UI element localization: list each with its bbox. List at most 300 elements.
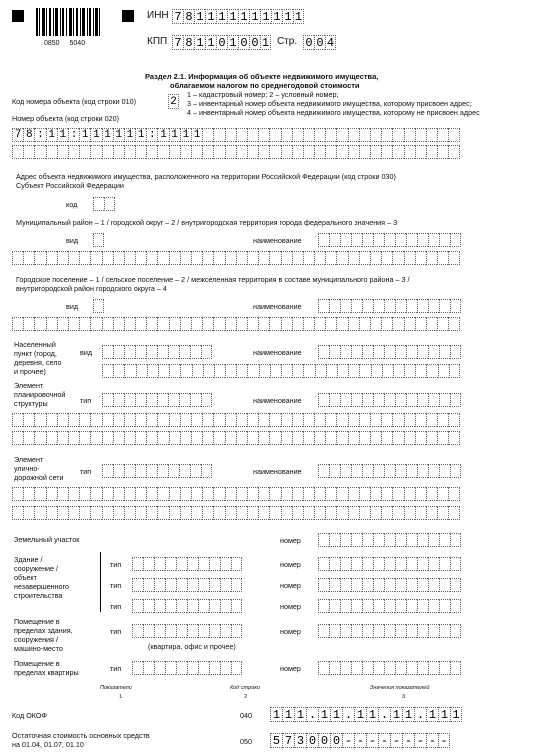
character-cell[interactable] (281, 431, 292, 445)
character-cell[interactable] (393, 364, 404, 378)
character-cell[interactable] (209, 661, 220, 675)
character-cell[interactable] (351, 557, 362, 571)
character-cell[interactable] (124, 393, 135, 407)
character-cell[interactable] (213, 128, 224, 142)
character-cell[interactable] (404, 251, 415, 265)
character-cell[interactable] (220, 624, 231, 638)
character-cell[interactable] (146, 431, 157, 445)
character-cell[interactable] (46, 317, 57, 331)
character-cell[interactable] (23, 317, 34, 331)
character-cell[interactable] (340, 599, 351, 613)
character-cell[interactable] (46, 487, 57, 501)
character-cell[interactable] (406, 599, 417, 613)
character-cell[interactable] (259, 364, 270, 378)
character-cell[interactable] (202, 413, 213, 427)
character-cell[interactable] (359, 487, 370, 501)
character-cell[interactable] (450, 464, 461, 478)
character-cell[interactable] (437, 431, 448, 445)
character-cell[interactable] (415, 364, 426, 378)
character-cell[interactable] (359, 506, 370, 520)
character-cell[interactable] (318, 533, 329, 547)
character-cell[interactable] (404, 431, 415, 445)
character-cell[interactable] (79, 506, 90, 520)
character-cell[interactable] (258, 413, 269, 427)
character-cell[interactable] (395, 557, 406, 571)
character-cell[interactable] (381, 251, 392, 265)
character-cell[interactable] (269, 431, 280, 445)
character-cell[interactable] (34, 506, 45, 520)
character-cell[interactable] (124, 431, 135, 445)
building-kind-field-2[interactable] (132, 578, 242, 592)
character-cell[interactable] (135, 393, 146, 407)
character-cell[interactable] (392, 413, 403, 427)
character-cell[interactable] (190, 464, 201, 478)
character-cell[interactable] (329, 624, 340, 638)
municipal-name-field-row1[interactable] (318, 233, 461, 247)
character-cell[interactable]: 1 (450, 707, 462, 722)
character-cell[interactable] (46, 145, 57, 159)
character-cell[interactable]: 1 (438, 707, 450, 722)
character-cell[interactable]: 8 (23, 128, 34, 142)
character-cell[interactable] (362, 464, 373, 478)
character-cell[interactable] (340, 393, 351, 407)
character-cell[interactable] (258, 431, 269, 445)
character-cell[interactable] (318, 557, 329, 571)
character-cell[interactable] (329, 393, 340, 407)
character-cell[interactable] (348, 317, 359, 331)
character-cell[interactable] (12, 413, 23, 427)
character-cell[interactable] (318, 624, 329, 638)
character-cell[interactable] (340, 557, 351, 571)
character-cell[interactable] (79, 251, 90, 265)
character-cell[interactable]: : (34, 128, 45, 142)
character-cell[interactable] (448, 431, 459, 445)
character-cell[interactable] (124, 345, 135, 359)
character-cell[interactable] (124, 364, 135, 378)
character-cell[interactable]: 1 (271, 9, 282, 24)
character-cell[interactable] (168, 393, 179, 407)
character-cell[interactable] (340, 533, 351, 547)
character-cell[interactable] (34, 317, 45, 331)
character-cell[interactable] (281, 364, 292, 378)
character-cell[interactable] (281, 487, 292, 501)
character-cell[interactable] (209, 557, 220, 571)
residual-value-field[interactable] (270, 733, 450, 748)
character-cell[interactable] (362, 557, 373, 571)
character-cell[interactable] (325, 128, 336, 142)
character-cell[interactable] (146, 506, 157, 520)
character-cell[interactable]: - (414, 733, 426, 748)
character-cell[interactable] (392, 251, 403, 265)
character-cell[interactable] (329, 464, 340, 478)
locality-name-field-row1[interactable] (318, 345, 461, 359)
character-cell[interactable] (303, 251, 314, 265)
character-cell[interactable] (180, 317, 191, 331)
character-cell[interactable] (303, 413, 314, 427)
character-cell[interactable] (113, 393, 124, 407)
character-cell[interactable] (68, 317, 79, 331)
character-cell[interactable] (146, 145, 157, 159)
character-cell[interactable] (370, 506, 381, 520)
character-cell[interactable] (406, 345, 417, 359)
character-cell[interactable] (132, 578, 143, 592)
character-cell[interactable] (113, 345, 124, 359)
character-cell[interactable]: - (402, 733, 414, 748)
building-number-field-3[interactable] (318, 599, 461, 613)
character-cell[interactable] (392, 317, 403, 331)
character-cell[interactable] (157, 487, 168, 501)
character-cell[interactable]: . (378, 707, 390, 722)
character-cell[interactable] (450, 661, 461, 675)
character-cell[interactable] (146, 464, 157, 478)
character-cell[interactable] (176, 578, 187, 592)
character-cell[interactable] (415, 431, 426, 445)
street-kind-field[interactable] (102, 464, 212, 478)
character-cell[interactable] (336, 413, 347, 427)
okof-field[interactable] (270, 707, 462, 722)
character-cell[interactable] (406, 233, 417, 247)
character-cell[interactable] (325, 317, 336, 331)
character-cell[interactable]: 7 (172, 9, 183, 24)
character-cell[interactable] (359, 317, 370, 331)
character-cell[interactable] (381, 145, 392, 159)
character-cell[interactable]: 1 (227, 9, 238, 24)
character-cell[interactable] (428, 233, 439, 247)
character-cell[interactable] (428, 533, 439, 547)
character-cell[interactable] (281, 251, 292, 265)
character-cell[interactable] (157, 251, 168, 265)
character-cell[interactable] (351, 345, 362, 359)
character-cell[interactable] (392, 487, 403, 501)
character-cell[interactable]: 7 (12, 128, 23, 142)
character-cell[interactable] (146, 345, 157, 359)
subject-code-field[interactable] (93, 197, 115, 211)
character-cell[interactable] (417, 557, 428, 571)
character-cell[interactable] (362, 233, 373, 247)
character-cell[interactable] (448, 413, 459, 427)
character-cell[interactable] (362, 533, 373, 547)
character-cell[interactable] (102, 431, 113, 445)
character-cell[interactable] (359, 413, 370, 427)
character-cell[interactable] (236, 145, 247, 159)
character-cell[interactable] (57, 251, 68, 265)
character-cell[interactable] (329, 661, 340, 675)
character-cell[interactable] (202, 128, 213, 142)
character-cell[interactable] (336, 431, 347, 445)
municipal-name-field-row2[interactable] (12, 251, 460, 265)
character-cell[interactable] (202, 506, 213, 520)
character-cell[interactable] (258, 506, 269, 520)
character-cell[interactable] (359, 145, 370, 159)
character-cell[interactable] (179, 345, 190, 359)
character-cell[interactable] (373, 299, 384, 313)
character-cell[interactable] (236, 251, 247, 265)
character-cell[interactable] (348, 413, 359, 427)
character-cell[interactable] (225, 487, 236, 501)
character-cell[interactable] (180, 487, 191, 501)
character-cell[interactable] (450, 393, 461, 407)
character-cell[interactable]: 8 (183, 9, 194, 24)
character-cell[interactable] (303, 431, 314, 445)
character-cell[interactable] (437, 317, 448, 331)
character-cell[interactable] (318, 578, 329, 592)
character-cell[interactable]: - (342, 733, 354, 748)
character-cell[interactable] (225, 506, 236, 520)
character-cell[interactable] (362, 393, 373, 407)
character-cell[interactable] (90, 431, 101, 445)
character-cell[interactable] (426, 431, 437, 445)
character-cell[interactable] (187, 557, 198, 571)
character-cell[interactable] (269, 145, 280, 159)
character-cell[interactable] (57, 413, 68, 427)
character-cell[interactable] (213, 251, 224, 265)
character-cell[interactable] (370, 431, 381, 445)
character-cell[interactable] (157, 393, 168, 407)
character-cell[interactable] (102, 506, 113, 520)
character-cell[interactable] (247, 413, 258, 427)
character-cell[interactable] (281, 317, 292, 331)
character-cell[interactable]: 1 (79, 128, 90, 142)
character-cell[interactable] (370, 251, 381, 265)
character-cell[interactable] (102, 464, 113, 478)
character-cell[interactable] (292, 364, 303, 378)
character-cell[interactable] (404, 364, 415, 378)
character-cell[interactable]: 1 (294, 707, 306, 722)
character-cell[interactable] (113, 364, 124, 378)
character-cell[interactable] (448, 487, 459, 501)
character-cell[interactable] (180, 431, 191, 445)
character-cell[interactable] (314, 431, 325, 445)
character-cell[interactable] (198, 599, 209, 613)
character-cell[interactable] (154, 557, 165, 571)
character-cell[interactable] (370, 413, 381, 427)
character-cell[interactable] (351, 661, 362, 675)
inn-field[interactable] (172, 9, 304, 24)
character-cell[interactable] (381, 128, 392, 142)
character-cell[interactable] (46, 413, 57, 427)
character-cell[interactable] (236, 487, 247, 501)
character-cell[interactable] (102, 345, 113, 359)
character-cell[interactable] (292, 145, 303, 159)
character-cell[interactable]: 3 (294, 733, 306, 748)
character-cell[interactable] (168, 464, 179, 478)
character-cell[interactable] (169, 317, 180, 331)
character-cell[interactable] (34, 413, 45, 427)
character-cell[interactable] (303, 145, 314, 159)
character-cell[interactable]: 1 (169, 128, 180, 142)
character-cell[interactable]: 1 (135, 128, 146, 142)
character-cell[interactable] (225, 128, 236, 142)
character-cell[interactable] (392, 145, 403, 159)
character-cell[interactable] (359, 431, 370, 445)
character-cell[interactable] (79, 487, 90, 501)
character-cell[interactable] (225, 364, 236, 378)
character-cell[interactable] (406, 661, 417, 675)
character-cell[interactable] (415, 145, 426, 159)
character-cell[interactable] (191, 487, 202, 501)
character-cell[interactable] (448, 145, 459, 159)
character-cell[interactable] (146, 317, 157, 331)
character-cell[interactable]: 1 (216, 9, 227, 24)
character-cell[interactable] (180, 251, 191, 265)
character-cell[interactable] (165, 661, 176, 675)
character-cell[interactable] (190, 393, 201, 407)
character-cell[interactable] (220, 599, 231, 613)
character-cell[interactable]: - (354, 733, 366, 748)
character-cell[interactable] (191, 145, 202, 159)
character-cell[interactable] (373, 464, 384, 478)
character-cell[interactable] (135, 431, 146, 445)
character-cell[interactable] (187, 578, 198, 592)
settlement-name-field-row2[interactable] (12, 317, 460, 331)
character-cell[interactable] (203, 364, 214, 378)
character-cell[interactable] (198, 578, 209, 592)
building-number-field-2[interactable] (318, 578, 461, 592)
character-cell[interactable] (12, 487, 23, 501)
character-cell[interactable] (340, 661, 351, 675)
character-cell[interactable] (143, 624, 154, 638)
character-cell[interactable] (439, 533, 450, 547)
character-cell[interactable]: 1 (238, 9, 249, 24)
character-cell[interactable]: 1 (249, 9, 260, 24)
character-cell[interactable] (336, 145, 347, 159)
character-cell[interactable]: 1 (330, 707, 342, 722)
character-cell[interactable] (417, 393, 428, 407)
character-cell[interactable] (340, 464, 351, 478)
character-cell[interactable] (318, 299, 329, 313)
character-cell[interactable] (362, 661, 373, 675)
character-cell[interactable] (318, 661, 329, 675)
character-cell[interactable] (79, 145, 90, 159)
character-cell[interactable] (281, 145, 292, 159)
character-cell[interactable] (404, 413, 415, 427)
object-number-field-row1[interactable] (12, 128, 460, 142)
character-cell[interactable] (315, 364, 326, 378)
character-cell[interactable] (269, 506, 280, 520)
character-cell[interactable] (318, 464, 329, 478)
character-cell[interactable] (165, 557, 176, 571)
character-cell[interactable] (314, 251, 325, 265)
character-cell[interactable]: 1 (318, 707, 330, 722)
character-cell[interactable] (406, 624, 417, 638)
character-cell[interactable] (68, 506, 79, 520)
character-cell[interactable] (209, 578, 220, 592)
character-cell[interactable] (417, 533, 428, 547)
character-cell[interactable] (192, 364, 203, 378)
character-cell[interactable] (135, 317, 146, 331)
character-cell[interactable] (303, 128, 314, 142)
character-cell[interactable] (448, 128, 459, 142)
character-cell[interactable] (23, 413, 34, 427)
character-cell[interactable] (392, 506, 403, 520)
character-cell[interactable] (79, 317, 90, 331)
character-cell[interactable]: 1 (205, 9, 216, 24)
character-cell[interactable] (426, 145, 437, 159)
character-cell[interactable] (191, 431, 202, 445)
character-cell[interactable] (124, 464, 135, 478)
character-cell[interactable] (450, 233, 461, 247)
character-cell[interactable] (213, 487, 224, 501)
character-cell[interactable] (198, 557, 209, 571)
character-cell[interactable] (201, 464, 212, 478)
character-cell[interactable] (79, 431, 90, 445)
character-cell[interactable] (359, 251, 370, 265)
object-code-field[interactable] (168, 94, 179, 109)
character-cell[interactable] (384, 578, 395, 592)
character-cell[interactable] (450, 578, 461, 592)
character-cell[interactable] (168, 345, 179, 359)
character-cell[interactable]: 0 (216, 35, 227, 50)
character-cell[interactable] (34, 251, 45, 265)
character-cell[interactable]: 7 (172, 35, 183, 50)
character-cell[interactable] (303, 487, 314, 501)
character-cell[interactable] (439, 578, 450, 592)
character-cell[interactable] (165, 624, 176, 638)
character-cell[interactable] (381, 317, 392, 331)
character-cell[interactable] (439, 393, 450, 407)
character-cell[interactable] (169, 506, 180, 520)
character-cell[interactable] (68, 251, 79, 265)
character-cell[interactable] (314, 128, 325, 142)
character-cell[interactable] (57, 487, 68, 501)
character-cell[interactable] (371, 364, 382, 378)
character-cell[interactable] (292, 413, 303, 427)
character-cell[interactable] (220, 661, 231, 675)
character-cell[interactable] (146, 393, 157, 407)
character-cell[interactable] (143, 557, 154, 571)
character-cell[interactable]: . (342, 707, 354, 722)
character-cell[interactable] (417, 578, 428, 592)
character-cell[interactable] (146, 251, 157, 265)
character-cell[interactable] (258, 128, 269, 142)
character-cell[interactable] (269, 487, 280, 501)
character-cell[interactable] (329, 533, 340, 547)
character-cell[interactable] (102, 317, 113, 331)
character-cell[interactable] (373, 533, 384, 547)
character-cell[interactable] (225, 317, 236, 331)
character-cell[interactable]: 4 (326, 35, 335, 50)
character-cell[interactable] (46, 251, 57, 265)
character-cell[interactable] (132, 661, 143, 675)
character-cell[interactable] (373, 599, 384, 613)
character-cell[interactable] (336, 506, 347, 520)
character-cell[interactable] (187, 599, 198, 613)
character-cell[interactable] (113, 431, 124, 445)
character-cell[interactable] (329, 599, 340, 613)
character-cell[interactable]: 1 (390, 707, 402, 722)
character-cell[interactable] (439, 233, 450, 247)
character-cell[interactable] (158, 364, 169, 378)
character-cell[interactable] (450, 599, 461, 613)
character-cell[interactable] (180, 506, 191, 520)
character-cell[interactable] (395, 299, 406, 313)
street-name-field-row2[interactable] (12, 487, 460, 501)
character-cell[interactable] (176, 599, 187, 613)
character-cell[interactable] (373, 393, 384, 407)
character-cell[interactable] (281, 128, 292, 142)
character-cell[interactable]: 1 (113, 128, 124, 142)
character-cell[interactable] (415, 413, 426, 427)
character-cell[interactable] (437, 145, 448, 159)
object-number-field-row2[interactable] (12, 145, 460, 159)
character-cell[interactable] (79, 413, 90, 427)
character-cell[interactable] (329, 557, 340, 571)
character-cell[interactable] (325, 145, 336, 159)
character-cell[interactable] (124, 317, 135, 331)
character-cell[interactable]: 1 (426, 707, 438, 722)
character-cell[interactable] (437, 506, 448, 520)
character-cell[interactable] (404, 487, 415, 501)
